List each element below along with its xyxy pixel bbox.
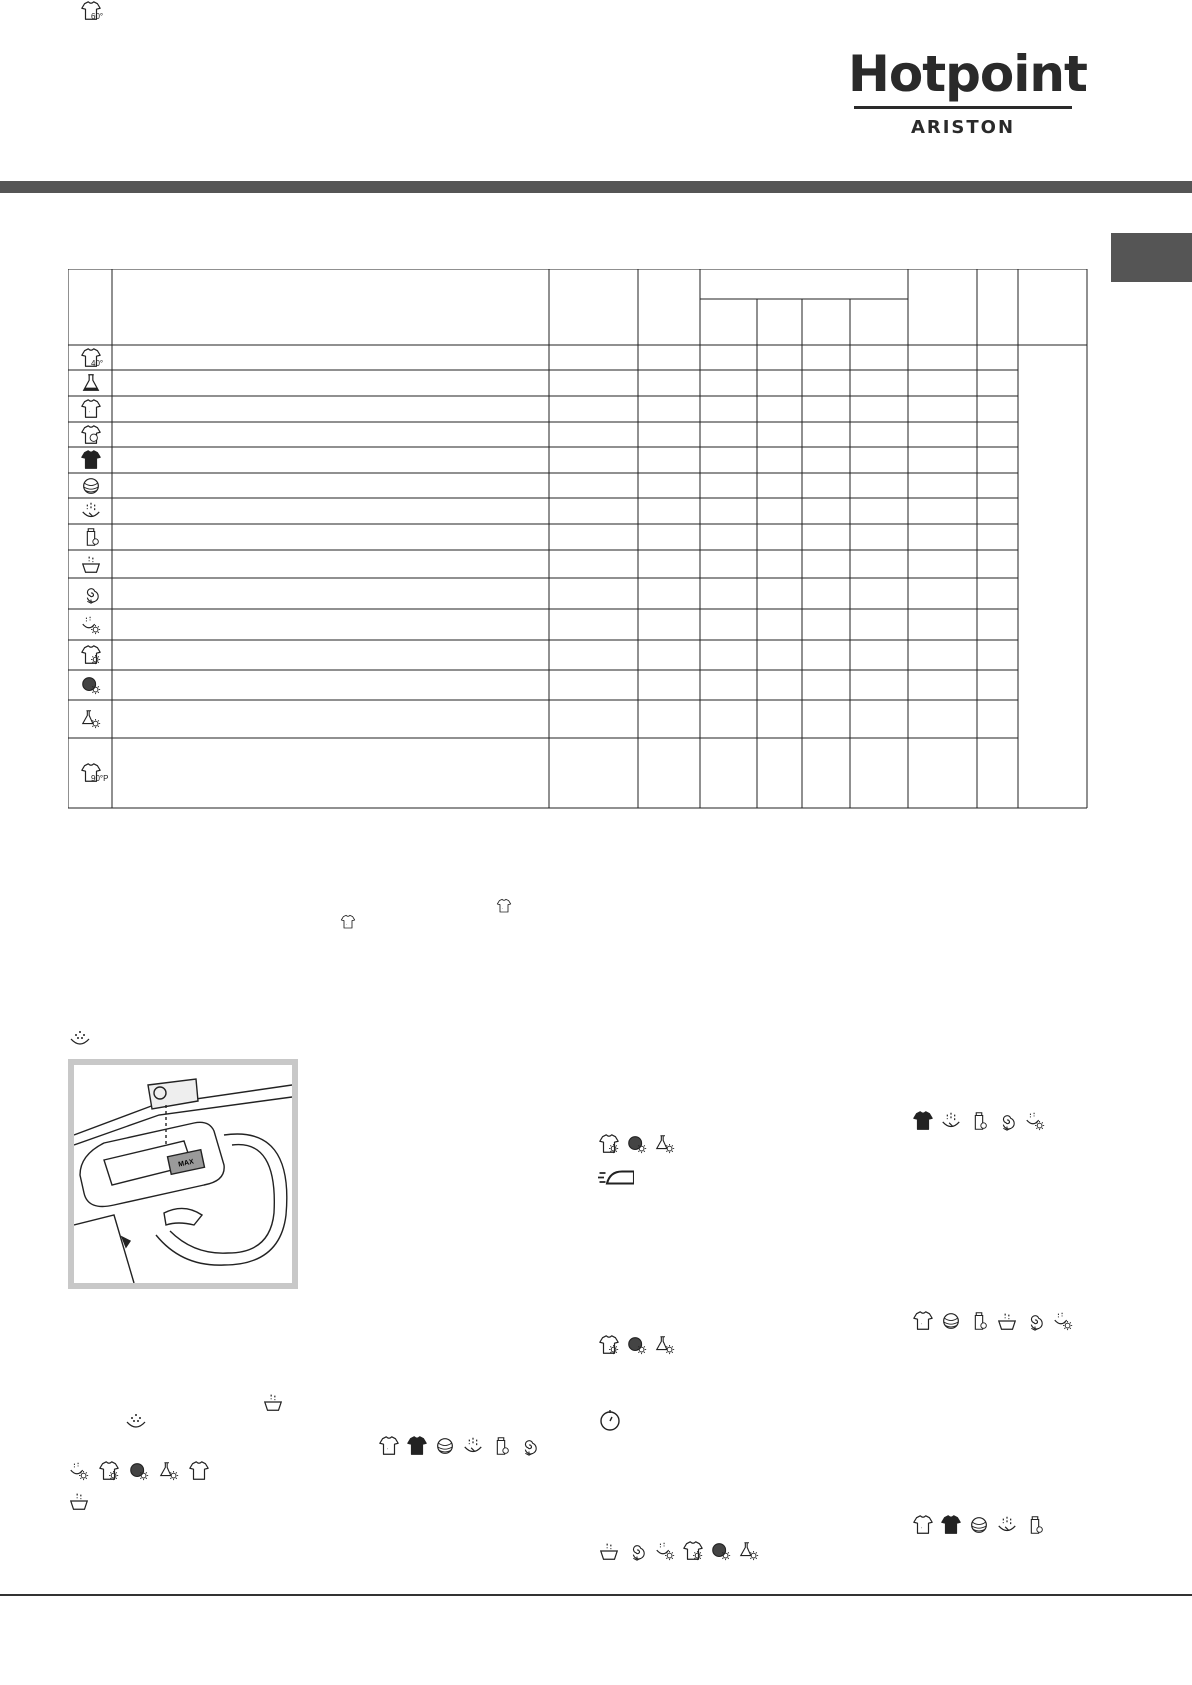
icon-label: 90°P <box>91 774 109 783</box>
brand-logo <box>848 44 1087 138</box>
brand-sub: ARISTON <box>910 117 1016 138</box>
dark-sport-icon <box>626 1334 648 1356</box>
shirt-sport-icon <box>80 644 102 666</box>
svg-text:·: · <box>920 1320 923 1328</box>
wool-icon <box>80 475 102 497</box>
shirt-sport-icon <box>98 1460 120 1482</box>
dark-garment-icon <box>940 1514 962 1536</box>
dark-garment-icon <box>80 449 102 471</box>
synthetic-sport-icon <box>738 1540 760 1562</box>
programme-table <box>68 269 1088 809</box>
delicates-icon <box>462 1435 484 1457</box>
baby-icon <box>968 1110 990 1132</box>
hand-wash-icon <box>68 1490 90 1512</box>
cotton-icon <box>912 1310 934 1332</box>
synthetic-sport-icon <box>654 1133 676 1155</box>
svg-text:·: · <box>88 408 91 416</box>
synthetics-icon <box>80 372 102 394</box>
shirt-sport-icon <box>598 1334 620 1356</box>
svg-text:·: · <box>386 1445 389 1453</box>
delay-timer-icon <box>598 1408 622 1432</box>
delicates-icon <box>996 1514 1018 1536</box>
shirt-sport-icon <box>682 1540 704 1562</box>
prewash-icon <box>68 1027 92 1051</box>
icon-label: 60° <box>91 12 104 21</box>
baby-icon <box>1024 1514 1046 1536</box>
dark-sport-icon <box>128 1460 150 1482</box>
cotton-icon <box>496 898 512 914</box>
sport-icon <box>654 1540 676 1562</box>
cotton-stain-icon <box>80 424 102 446</box>
cotton-icon <box>912 1514 934 1536</box>
brand-name: Hotpoint <box>848 45 1087 103</box>
dark-garment-icon <box>912 1110 934 1132</box>
delicates-icon <box>940 1110 962 1132</box>
hand-wash-icon <box>598 1540 620 1562</box>
sport-icon <box>1024 1110 1046 1132</box>
dark-garment-icon <box>406 1435 428 1457</box>
hand-wash-icon <box>262 1391 284 1413</box>
cotton-icon <box>378 1435 400 1457</box>
shirt-sport-icon <box>598 1133 620 1155</box>
spiral-icon <box>626 1540 648 1562</box>
wool-icon <box>434 1435 456 1457</box>
spiral-icon <box>1024 1310 1046 1332</box>
sport-icon <box>80 614 102 636</box>
hand-wash-icon <box>80 553 102 575</box>
cotton-icon <box>80 398 102 420</box>
footer-rule <box>0 1594 1192 1596</box>
cotton-40-icon <box>80 347 102 369</box>
synthetic-sport-icon <box>158 1460 180 1482</box>
dark-sport-icon <box>80 674 102 696</box>
dark-sport-icon <box>626 1133 648 1155</box>
synthetic-sport-icon <box>654 1334 676 1356</box>
hand-wash-icon <box>996 1310 1018 1332</box>
spiral-icon <box>996 1110 1018 1132</box>
dark-sport-icon <box>710 1540 732 1562</box>
easy-iron-icon <box>598 1158 634 1194</box>
icon-label: 40° <box>91 358 104 368</box>
baby-icon <box>80 526 102 548</box>
baby-icon <box>490 1435 512 1457</box>
sport-icon <box>68 1460 90 1482</box>
language-tab <box>1111 233 1192 282</box>
prewash-icon <box>124 1410 148 1434</box>
svg-text:·: · <box>502 905 504 911</box>
header-bar <box>0 181 1192 193</box>
cotton-60-icon <box>80 0 102 22</box>
sport-icon <box>1052 1310 1074 1332</box>
cotton-90-p-icon <box>80 762 109 784</box>
brand-rule <box>854 106 1072 109</box>
delicates-icon <box>80 500 102 522</box>
spiral-icon <box>80 583 102 605</box>
synthetic-sport-icon <box>80 708 102 730</box>
spiral-icon <box>518 1435 540 1457</box>
dispenser-illustration <box>74 1065 292 1283</box>
max-label: MAX <box>177 1158 195 1169</box>
table-grid <box>68 269 1087 808</box>
wool-icon <box>940 1310 962 1332</box>
cotton-90-p-icon <box>188 1460 210 1482</box>
detergent-dispenser-figure <box>68 1059 298 1289</box>
baby-icon <box>968 1310 990 1332</box>
svg-text:·: · <box>920 1524 923 1532</box>
wool-icon <box>968 1514 990 1536</box>
cotton-icon <box>340 914 356 930</box>
svg-text:·: · <box>346 921 348 927</box>
